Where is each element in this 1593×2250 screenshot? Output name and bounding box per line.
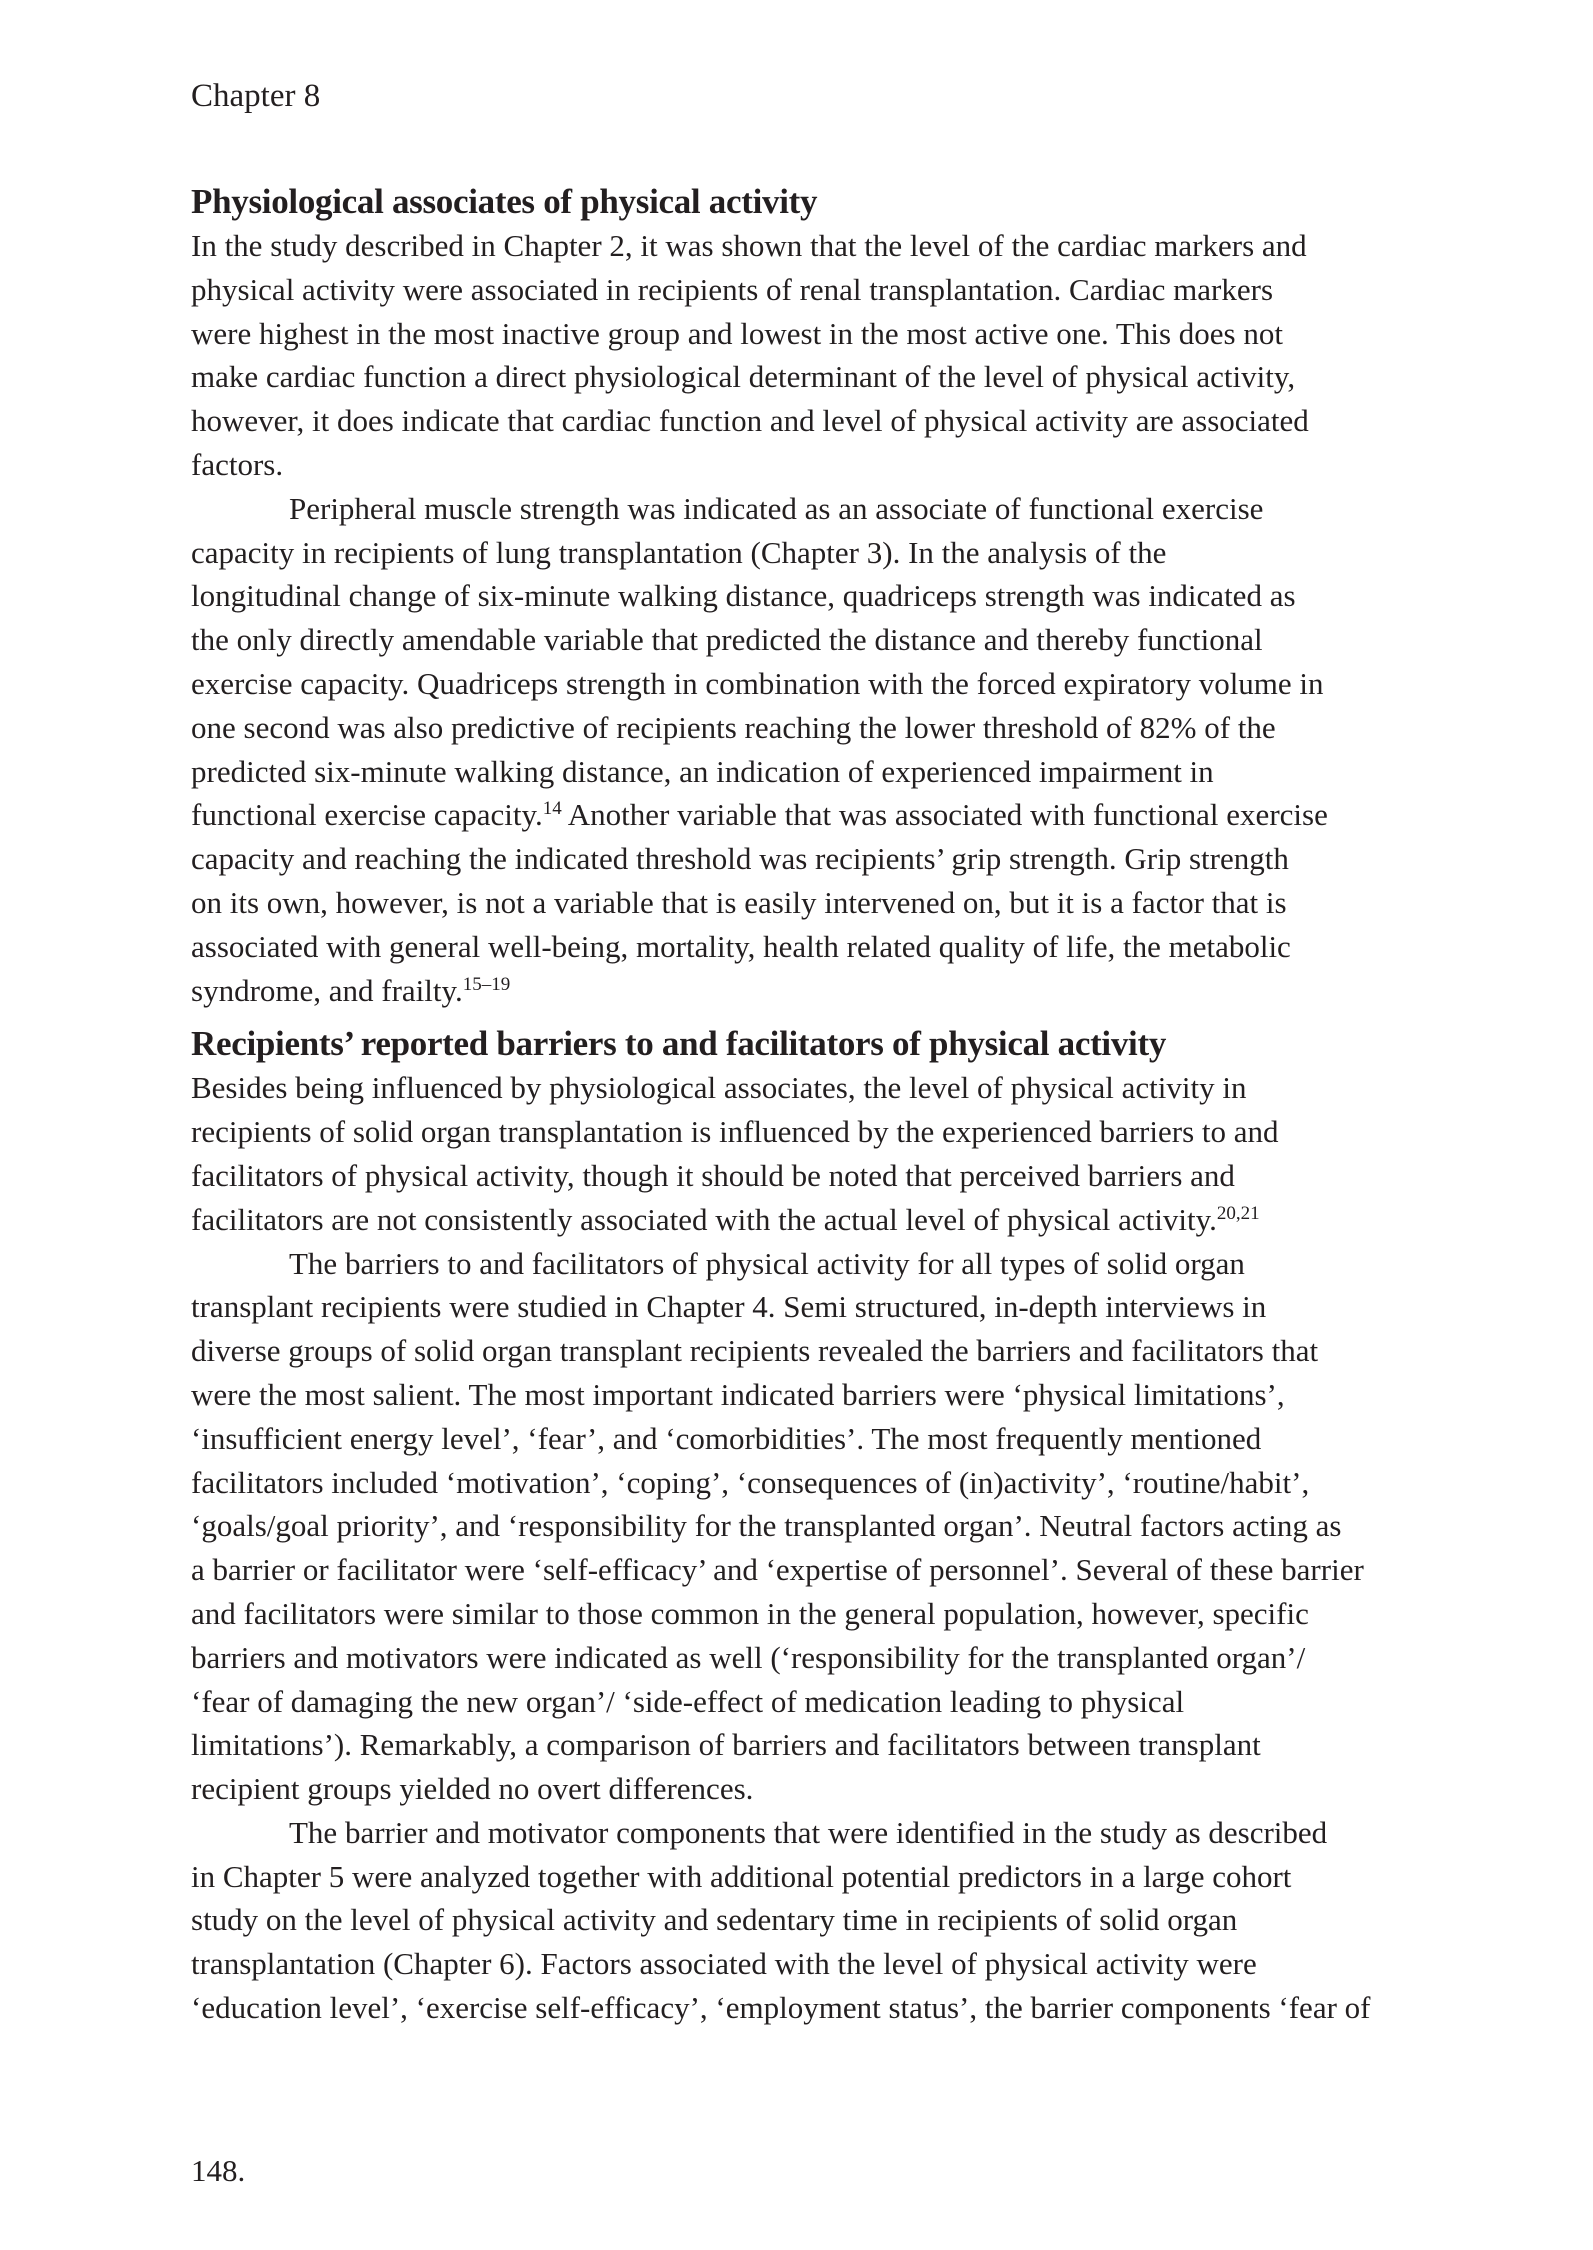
citation-superscript: 15–19 [462,973,511,995]
text-line [191,969,1391,1013]
text-line: diverse groups of solid organ transplant recipients revealed the barriers and facilitators that [191,1333,1319,1369]
text-line: Peripheral muscle strength was indicated as an associate of functional exercise [289,490,1264,526]
text-line: recipient groups yielded no overt differences. [191,1771,754,1807]
text-line: were the most salient. The most important indicated barriers were ‘physical limitations’, [191,1376,1285,1412]
text-segment: functional exercise capacity. [191,797,543,833]
text-line: The barrier and motivator components that were identified in the study as described [289,1814,1328,1850]
paragraph [191,487,1391,1013]
text-line: The barriers to and facilitators of physical activity for all types of solid organ [289,1245,1245,1281]
text-line: and facilitators were similar to those common in the general population, however, specific [191,1595,1309,1631]
page-number: 148. [191,2153,246,2188]
text-segment: facilitators are not consistently associated with the actual level of physical activity. [191,1201,1217,1237]
text-line: capacity in recipients of lung transplantation (Chapter 3). In the analysis of the [191,534,1167,570]
paragraph [191,224,1391,487]
text-line: a barrier or facilitator were ‘self-efficacy’ and ‘expertise of personnel’. Several of these barrier [191,1552,1364,1588]
section-heading: Physiological associates of physical activity [191,182,818,221]
text-segment: Another variable that was associated with functional exercise [561,797,1328,833]
text-line: transplantation (Chapter 6). Factors associated with the level of physical activity were [191,1946,1257,1982]
text-line: facilitators of physical activity, though it should be noted that perceived barriers and [191,1157,1235,1193]
text-line: factors. [191,446,284,482]
text-line: exercise capacity. Quadriceps strength in combination with the forced expiratory volume in [191,665,1324,701]
text-line: were highest in the most inactive group and lowest in the most active one. This does not [191,315,1283,351]
text-segment: syndrome, and frailty. [191,972,463,1008]
text-line: in Chapter 5 were analyzed together with additional potential predictors in a large cohort [191,1858,1292,1894]
citation-superscript: 14 [542,798,562,820]
paragraph [191,1066,1391,1241]
text-line: In the study described in Chapter 2, it was shown that the level of the cardiac markers and [191,228,1307,263]
text-line: longitudinal change of six-minute walking distance, quadriceps strength was indicated as [191,578,1296,614]
text-line [191,793,1391,837]
text-line: Besides being influenced by physiological associates, the level of physical activity in [191,1070,1247,1106]
text-line: ‘fear of damaging the new organ’/ ‘side-effect of medication leading to physical [191,1683,1185,1719]
paragraph [191,1811,1391,2030]
text-line: one second was also predictive of recipients reaching the lower threshold of 82% of the [191,709,1276,745]
text-line: ‘goals/goal priority’, and ‘responsibility for the transplanted organ’. Neutral factors acting as [191,1508,1342,1544]
text-line: make cardiac function a direct physiological determinant of the level of physical activity, [191,359,1296,395]
text-line: ‘insufficient energy level’, ‘fear’, and ‘comorbidities’. The most frequently mentioned [191,1420,1262,1456]
paragraph [191,1242,1391,1811]
section-heading: Recipients’ reported barriers to and facilitators of physical activity [191,1024,1167,1064]
text-line: on its own, however, is not a variable that is easily intervened on, but it is a factor that is [191,884,1287,920]
text-line: capacity and reaching the indicated threshold was recipients’ grip strength. Grip strength [191,841,1289,877]
text-line: transplant recipients were studied in Chapter 4. Semi structured, in-depth interviews in [191,1289,1267,1325]
text-line: recipients of solid organ transplantation is influenced by the experienced barriers to and [191,1114,1279,1150]
text-line: facilitators included ‘motivation’, ‘coping’, ‘consequences of (in)activity’, ‘routine/habit’, [191,1464,1310,1500]
citation-superscript: 20,21 [1216,1202,1260,1224]
text-line: limitations’). Remarkably, a comparison of barriers and facilitators between transplant [191,1727,1261,1763]
text-line: physical activity were associated in recipients of renal transplantation. Cardiac markers [191,271,1274,307]
text-line: study on the level of physical activity and sedentary time in recipients of solid organ [191,1902,1238,1938]
running-head: Chapter 8 [191,78,321,114]
text-line: barriers and motivators were indicated as well (‘responsibility for the transplanted organ’/ [191,1639,1306,1675]
text-line: associated with general well-being, mortality, health related quality of life, the metabolic [191,928,1291,964]
text-line: the only directly amendable variable that predicted the distance and thereby functional [191,622,1263,658]
text-line: predicted six-minute walking distance, an indication of experienced impairment in [191,753,1214,789]
text-line: ‘education level’, ‘exercise self-efficacy’, ‘employment status’, the barrier components ‘fear of [191,1990,1371,2026]
text-line [191,1198,1391,1242]
page-body [191,180,1391,2030]
text-line: however, it does indicate that cardiac function and level of physical activity are associated [191,403,1309,439]
